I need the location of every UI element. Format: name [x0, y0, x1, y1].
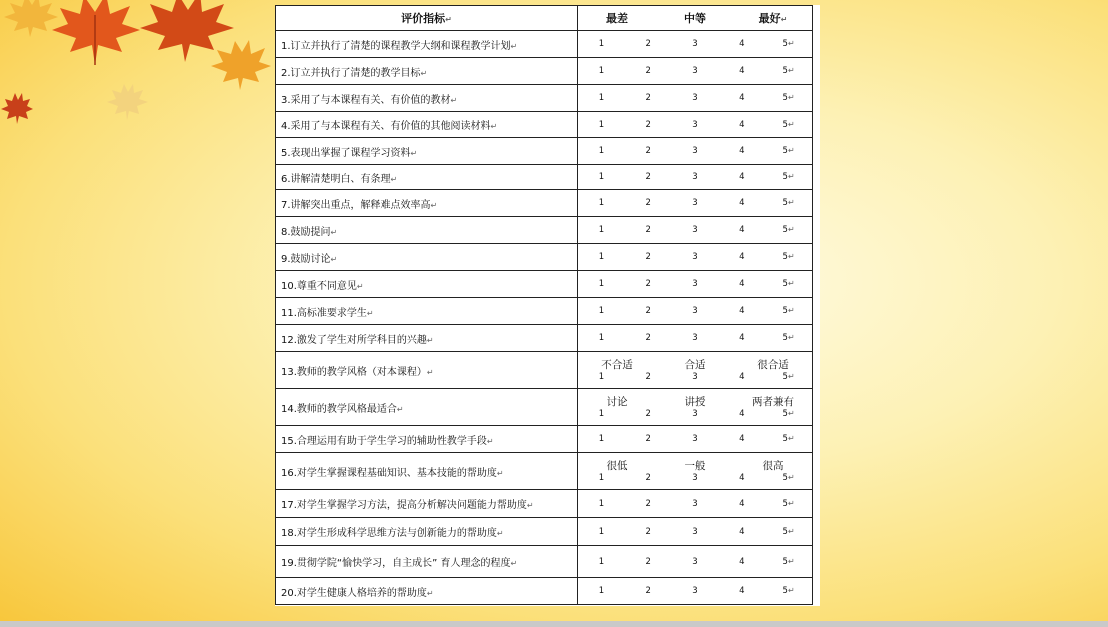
paragraph-mark-icon: ↵ [450, 95, 458, 105]
paragraph-mark-icon: ↵ [496, 529, 504, 538]
scale-label: 讨论 [606, 395, 628, 408]
table-row [276, 490, 813, 518]
indicator-label: 6.讲解清楚明白、有条理 [281, 173, 391, 185]
paragraph-mark-icon: ↵ [426, 335, 434, 345]
rating-option-5: 5↵ [782, 408, 795, 419]
rating-option-5: 5↵ [782, 172, 795, 182]
table-row [276, 271, 813, 298]
rating-option-1: 1 [598, 172, 605, 182]
rating-option-5: 5↵ [782, 93, 795, 103]
indicator-cell [276, 298, 578, 325]
indicator-cell [276, 138, 578, 165]
indicator-cell [276, 85, 578, 112]
rating-option-4: 4 [739, 408, 745, 419]
rating-option-4: 4 [739, 472, 745, 483]
best-header: 最好↵ [758, 12, 788, 25]
indicator-cell [276, 518, 578, 546]
rating-cell [578, 453, 813, 490]
table-row [276, 546, 813, 578]
rating-option-5: 5↵ [782, 146, 795, 156]
rating-option-4: 4 [739, 498, 745, 509]
rating-option-1: 1 [598, 93, 605, 103]
rating-option-4: 4 [739, 172, 745, 182]
rating-cell [578, 518, 813, 546]
rating-option-2: 2 [645, 39, 651, 49]
table-row [276, 578, 813, 605]
rating-option-5: 5↵ [782, 434, 795, 444]
rating-option-3: 3 [692, 198, 698, 208]
rating-cell [578, 190, 813, 217]
table-row [276, 165, 813, 190]
table-row [276, 85, 813, 112]
rating-cell [578, 85, 813, 112]
rating-option-2: 2 [645, 472, 651, 483]
maple-leaf-icon [0, 0, 60, 40]
rating-option-1: 1 [598, 498, 605, 509]
indicator-label: 16.对学生掌握课程基础知识、基本技能的帮助度 [281, 467, 497, 479]
rating-option-3: 3 [692, 434, 698, 444]
rating-option-4: 4 [739, 586, 745, 596]
rating-option-5: 5↵ [782, 252, 795, 262]
rating-cell [578, 138, 813, 165]
rating-option-2: 2 [645, 586, 651, 596]
rating-option-1: 1 [598, 279, 605, 289]
paragraph-mark-icon: ↵ [396, 404, 404, 414]
rating-option-5: 5↵ [782, 526, 795, 537]
rating-option-5: 5↵ [782, 279, 795, 289]
indicator-cell [276, 190, 578, 217]
maple-leaf-icon [104, 84, 150, 122]
indicator-label: 17.对学生掌握学习方法，提高分析解决问题能力帮助度 [281, 500, 527, 511]
indicator-label: 15.合理运用有助于学生学习的辅助性教学手段 [281, 435, 487, 447]
indicator-cell [276, 58, 578, 85]
rating-cell [578, 217, 813, 244]
rating-option-3: 3 [692, 66, 698, 76]
indicator-label: 18.对学生形成科学思维方法与创新能力的帮助度 [281, 528, 497, 539]
rating-cell [578, 112, 813, 138]
maple-leaf-icon [205, 38, 275, 93]
paragraph-mark-icon: ↵ [486, 436, 494, 446]
rating-option-4: 4 [739, 333, 745, 343]
rating-option-3: 3 [692, 172, 698, 182]
paragraph-mark-icon: ↵ [390, 174, 398, 184]
rating-option-3: 3 [692, 93, 698, 103]
rating-option-5: 5↵ [782, 556, 795, 567]
rating-option-4: 4 [739, 434, 745, 444]
rating-option-2: 2 [645, 371, 651, 382]
rating-option-3: 3 [692, 408, 698, 419]
rating-option-4: 4 [739, 371, 745, 382]
rating-option-2: 2 [645, 434, 651, 444]
rating-option-5: 5↵ [782, 371, 795, 382]
rating-option-2: 2 [645, 526, 651, 537]
rating-option-3: 3 [692, 252, 698, 262]
scale-label: 很高 [762, 459, 784, 472]
rating-option-2: 2 [645, 172, 651, 182]
rating-cell [578, 426, 813, 453]
rating-cell [578, 490, 813, 518]
table-row [276, 352, 813, 389]
paragraph-mark-icon: ↵ [490, 122, 498, 131]
rating-option-3: 3 [692, 119, 698, 130]
paragraph-mark-icon: ↵ [426, 588, 434, 598]
rating-option-1: 1 [598, 408, 605, 419]
paragraph-mark-icon: ↵ [510, 41, 518, 51]
rating-cell [578, 271, 813, 298]
rating-cell [578, 325, 813, 352]
paragraph-mark-icon: ↵ [366, 308, 374, 318]
rating-option-4: 4 [739, 119, 745, 130]
paragraph-mark-icon: ↵ [526, 501, 534, 510]
indicator-label: 5.表现出掌握了课程学习资料 [281, 147, 411, 159]
table-row [276, 190, 813, 217]
indicator-label: 14.教师的教学风格最适合 [281, 403, 397, 415]
indicator-cell [276, 271, 578, 298]
rating-cell [578, 352, 813, 389]
scale-label: 一般 [684, 459, 706, 472]
rating-option-2: 2 [645, 252, 651, 262]
rating-option-3: 3 [692, 279, 698, 289]
rating-option-5: 5↵ [782, 198, 795, 208]
rating-option-1: 1 [598, 526, 605, 537]
rating-option-2: 2 [645, 93, 651, 103]
table-row [276, 112, 813, 138]
table-row [276, 426, 813, 453]
rating-option-4: 4 [739, 93, 745, 103]
rating-option-1: 1 [598, 39, 605, 49]
worst-header: 最差 [606, 12, 628, 25]
paragraph-mark-icon: ↵ [510, 559, 518, 568]
evaluation-table [275, 5, 813, 605]
indicator-label: 19.贯彻学院“愉快学习，自主成长” 育人理念的程度 [281, 558, 511, 569]
rating-cell [578, 389, 813, 426]
rating-option-5: 5↵ [782, 66, 795, 76]
rating-option-3: 3 [692, 556, 698, 567]
table-row [276, 389, 813, 426]
indicator-header: 评价指标↵ [276, 6, 578, 31]
table-row [276, 58, 813, 85]
rating-option-3: 3 [692, 146, 698, 156]
paragraph-mark-icon: ↵ [356, 281, 364, 291]
rating-option-3: 3 [692, 39, 698, 49]
rating-option-2: 2 [645, 146, 651, 156]
evaluation-sheet [275, 5, 820, 606]
maple-leaf-icon [0, 92, 34, 126]
rating-option-3: 3 [692, 472, 698, 483]
indicator-cell [276, 31, 578, 58]
table-row [276, 217, 813, 244]
scale-label: 合适 [684, 358, 706, 371]
indicator-cell [276, 546, 578, 578]
rating-option-5: 5↵ [782, 586, 795, 596]
rating-option-5: 5↵ [782, 498, 795, 509]
rating-cell [578, 58, 813, 85]
rating-option-5: 5↵ [782, 39, 795, 49]
rating-option-1: 1 [598, 434, 605, 444]
rating-option-3: 3 [692, 371, 698, 382]
scale-label: 两者兼有 [752, 395, 794, 408]
scale-header [578, 6, 813, 31]
indicator-label: 13.教师的教学风格（对本课程） [281, 366, 427, 378]
indicator-label: 11.高标准要求学生 [281, 307, 367, 319]
rating-cell [578, 546, 813, 578]
table-row [276, 31, 813, 58]
rating-option-2: 2 [645, 225, 651, 235]
rating-option-4: 4 [739, 279, 745, 289]
rating-option-5: 5↵ [782, 119, 795, 130]
indicator-label: 7.讲解突出重点，解释难点效率高 [281, 199, 431, 211]
paragraph-mark-icon: ↵ [410, 148, 418, 158]
scale-label: 讲授 [684, 395, 706, 408]
medium-header: 中等 [684, 12, 706, 25]
indicator-cell [276, 453, 578, 490]
paragraph-mark-icon: ↵ [426, 367, 434, 377]
indicator-label: 12.激发了学生对所学科目的兴趣 [281, 334, 427, 346]
paragraph-mark-icon: ↵ [420, 68, 428, 78]
rating-option-3: 3 [692, 498, 698, 509]
rating-option-1: 1 [598, 556, 605, 567]
rating-option-4: 4 [739, 198, 745, 208]
rating-option-1: 1 [598, 198, 605, 208]
bottom-bar [0, 621, 1108, 627]
rating-option-4: 4 [739, 526, 745, 537]
rating-option-5: 5↵ [782, 472, 795, 483]
table-row [276, 518, 813, 546]
rating-option-3: 3 [692, 225, 698, 235]
indicator-label: 1.订立并执行了清楚的课程教学大纲和课程教学计划 [281, 40, 511, 52]
rating-option-1: 1 [598, 371, 605, 382]
indicator-cell [276, 165, 578, 190]
rating-cell [578, 578, 813, 605]
rating-option-5: 5↵ [782, 333, 795, 343]
rating-option-2: 2 [645, 66, 651, 76]
rating-option-1: 1 [598, 472, 605, 483]
table-row [276, 325, 813, 352]
rating-option-1: 1 [598, 225, 605, 235]
indicator-cell [276, 578, 578, 605]
rating-option-5: 5↵ [782, 306, 795, 316]
indicator-label: 8.鼓励提问 [281, 226, 331, 238]
rating-option-1: 1 [598, 66, 605, 76]
indicator-label: 10.尊重不同意见 [281, 280, 357, 292]
indicator-label: 2.订立并执行了清楚的教学目标 [281, 67, 421, 79]
rating-option-3: 3 [692, 306, 698, 316]
rating-option-4: 4 [739, 252, 745, 262]
rating-option-4: 4 [739, 146, 745, 156]
indicator-label: 9.鼓励讨论 [281, 253, 331, 265]
rating-option-4: 4 [739, 225, 745, 235]
rating-option-5: 5↵ [782, 225, 795, 235]
rating-option-2: 2 [645, 306, 651, 316]
rating-option-1: 1 [598, 306, 605, 316]
rating-option-4: 4 [739, 556, 745, 567]
rating-option-1: 1 [598, 146, 605, 156]
table-row [276, 298, 813, 325]
rating-cell [578, 244, 813, 271]
rating-cell [578, 298, 813, 325]
indicator-cell [276, 352, 578, 389]
indicator-cell [276, 112, 578, 138]
paragraph-mark-icon: ↵ [496, 468, 504, 478]
rating-option-4: 4 [739, 39, 745, 49]
indicator-cell [276, 217, 578, 244]
indicator-label: 3.采用了与本课程有关、有价值的教材 [281, 94, 451, 106]
indicator-cell [276, 426, 578, 453]
rating-option-2: 2 [645, 408, 651, 419]
indicator-cell [276, 325, 578, 352]
paragraph-mark-icon: ↵ [330, 227, 338, 237]
rating-option-2: 2 [645, 119, 651, 130]
rating-option-2: 2 [645, 498, 651, 509]
rating-option-2: 2 [645, 279, 651, 289]
indicator-cell [276, 244, 578, 271]
table-header-row [276, 6, 813, 31]
rating-option-3: 3 [692, 586, 698, 596]
rating-option-1: 1 [598, 119, 605, 130]
rating-option-2: 2 [645, 198, 651, 208]
paragraph-mark-icon: ↵ [330, 254, 338, 264]
rating-option-4: 4 [739, 306, 745, 316]
rating-option-4: 4 [739, 66, 745, 76]
scale-label: 很低 [606, 459, 628, 472]
rating-option-1: 1 [598, 333, 605, 343]
indicator-label: 4.采用了与本课程有关、有价值的其他阅读材料 [281, 121, 491, 132]
table-row [276, 138, 813, 165]
rating-option-1: 1 [598, 252, 605, 262]
paragraph-mark-icon: ↵ [430, 200, 438, 210]
rating-option-2: 2 [645, 333, 651, 343]
indicator-cell [276, 490, 578, 518]
table-row [276, 453, 813, 490]
table-row [276, 244, 813, 271]
scale-label: 不合适 [601, 358, 633, 371]
rating-option-1: 1 [598, 586, 605, 596]
rating-cell [578, 165, 813, 190]
rating-option-2: 2 [645, 556, 651, 567]
rating-cell [578, 31, 813, 58]
rating-option-3: 3 [692, 333, 698, 343]
rating-option-3: 3 [692, 526, 698, 537]
indicator-cell [276, 389, 578, 426]
indicator-label: 20.对学生健康人格培养的帮助度 [281, 587, 427, 599]
scale-label: 很合适 [757, 358, 789, 371]
